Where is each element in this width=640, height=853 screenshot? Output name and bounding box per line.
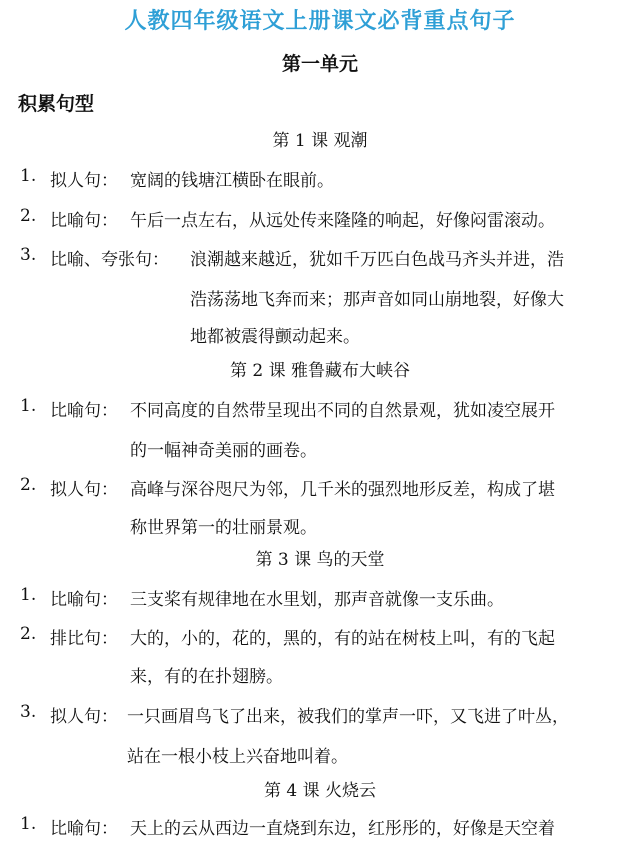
section-heading: 积累句型 <box>18 93 95 115</box>
sentence-type: 比喻句： <box>50 590 118 610</box>
lesson-heading: 第 4 课 火烧云 <box>263 781 377 801</box>
sentence-type: 拟人句： <box>50 707 118 727</box>
sentence-text: 大的，小的，花的，黑的，有的站在树枝上叫，有的飞起 <box>130 629 555 649</box>
sentence-text: 不同高度的自然带呈现出不同的自然景观，犹如凌空展开 <box>130 401 555 421</box>
item-number: 2. <box>20 206 37 226</box>
sentence-text: 三支桨有规律地在水里划，那声音就像一支乐曲。 <box>130 590 504 610</box>
sentence-text: 高峰与深谷咫尺为邻，几千米的强烈地形反差，构成了堪 <box>130 480 555 500</box>
sentence-text: 浪潮越来越近，犹如千万匹白色战马齐头并进，浩 <box>190 250 564 270</box>
item-number: 1. <box>20 585 37 605</box>
sentence-type: 拟人句： <box>50 480 118 500</box>
item-number: 2. <box>20 624 37 644</box>
item-number: 3. <box>20 245 37 265</box>
item-number: 1. <box>20 396 37 416</box>
sentence-text: 午后一点左右，从远处传来隆隆的响起，好像闷雷滚动。 <box>130 211 555 231</box>
document-title: 人教四年级语文上册课文必背重点句子 <box>124 9 516 34</box>
lesson-heading: 第 2 课 雅鲁藏布大峡谷 <box>229 361 411 381</box>
sentence-text: 地都被震得颤动起来。 <box>190 327 360 347</box>
sentence-text: 浩荡荡地飞奔而来；那声音如同山崩地裂，好像大 <box>190 290 564 310</box>
sentence-text: 一只画眉鸟飞了出来，被我们的掌声一吓，又飞进了叶丛， <box>127 707 569 727</box>
unit-heading: 第一单元 <box>281 53 358 75</box>
sentence-text: 站在一根小枝上兴奋地叫着。 <box>127 747 348 767</box>
sentence-type: 比喻句： <box>50 211 118 231</box>
sentence-type: 比喻句： <box>50 401 118 421</box>
sentence-type: 拟人句： <box>50 171 118 191</box>
sentence-text: 天上的云从西边一直烧到东边，红彤彤的，好像是天空着 <box>130 819 555 839</box>
lesson-heading: 第 1 课 观潮 <box>272 131 368 151</box>
sentence-type: 比喻、夸张句： <box>50 250 169 270</box>
item-number: 2. <box>20 475 37 495</box>
sentence-text: 来，有的在扑翅膀。 <box>130 667 283 687</box>
item-number: 1. <box>20 166 37 186</box>
lesson-heading: 第 3 课 鸟的天堂 <box>255 550 385 570</box>
item-number: 1. <box>20 814 37 834</box>
sentence-text: 宽阔的钱塘江横卧在眼前。 <box>130 171 334 191</box>
sentence-type: 比喻句： <box>50 819 118 839</box>
sentence-type: 排比句： <box>50 629 118 649</box>
sentence-text: 称世界第一的壮丽景观。 <box>130 518 317 538</box>
sentence-text: 的一幅神奇美丽的画卷。 <box>130 441 317 461</box>
item-number: 3. <box>20 702 37 722</box>
